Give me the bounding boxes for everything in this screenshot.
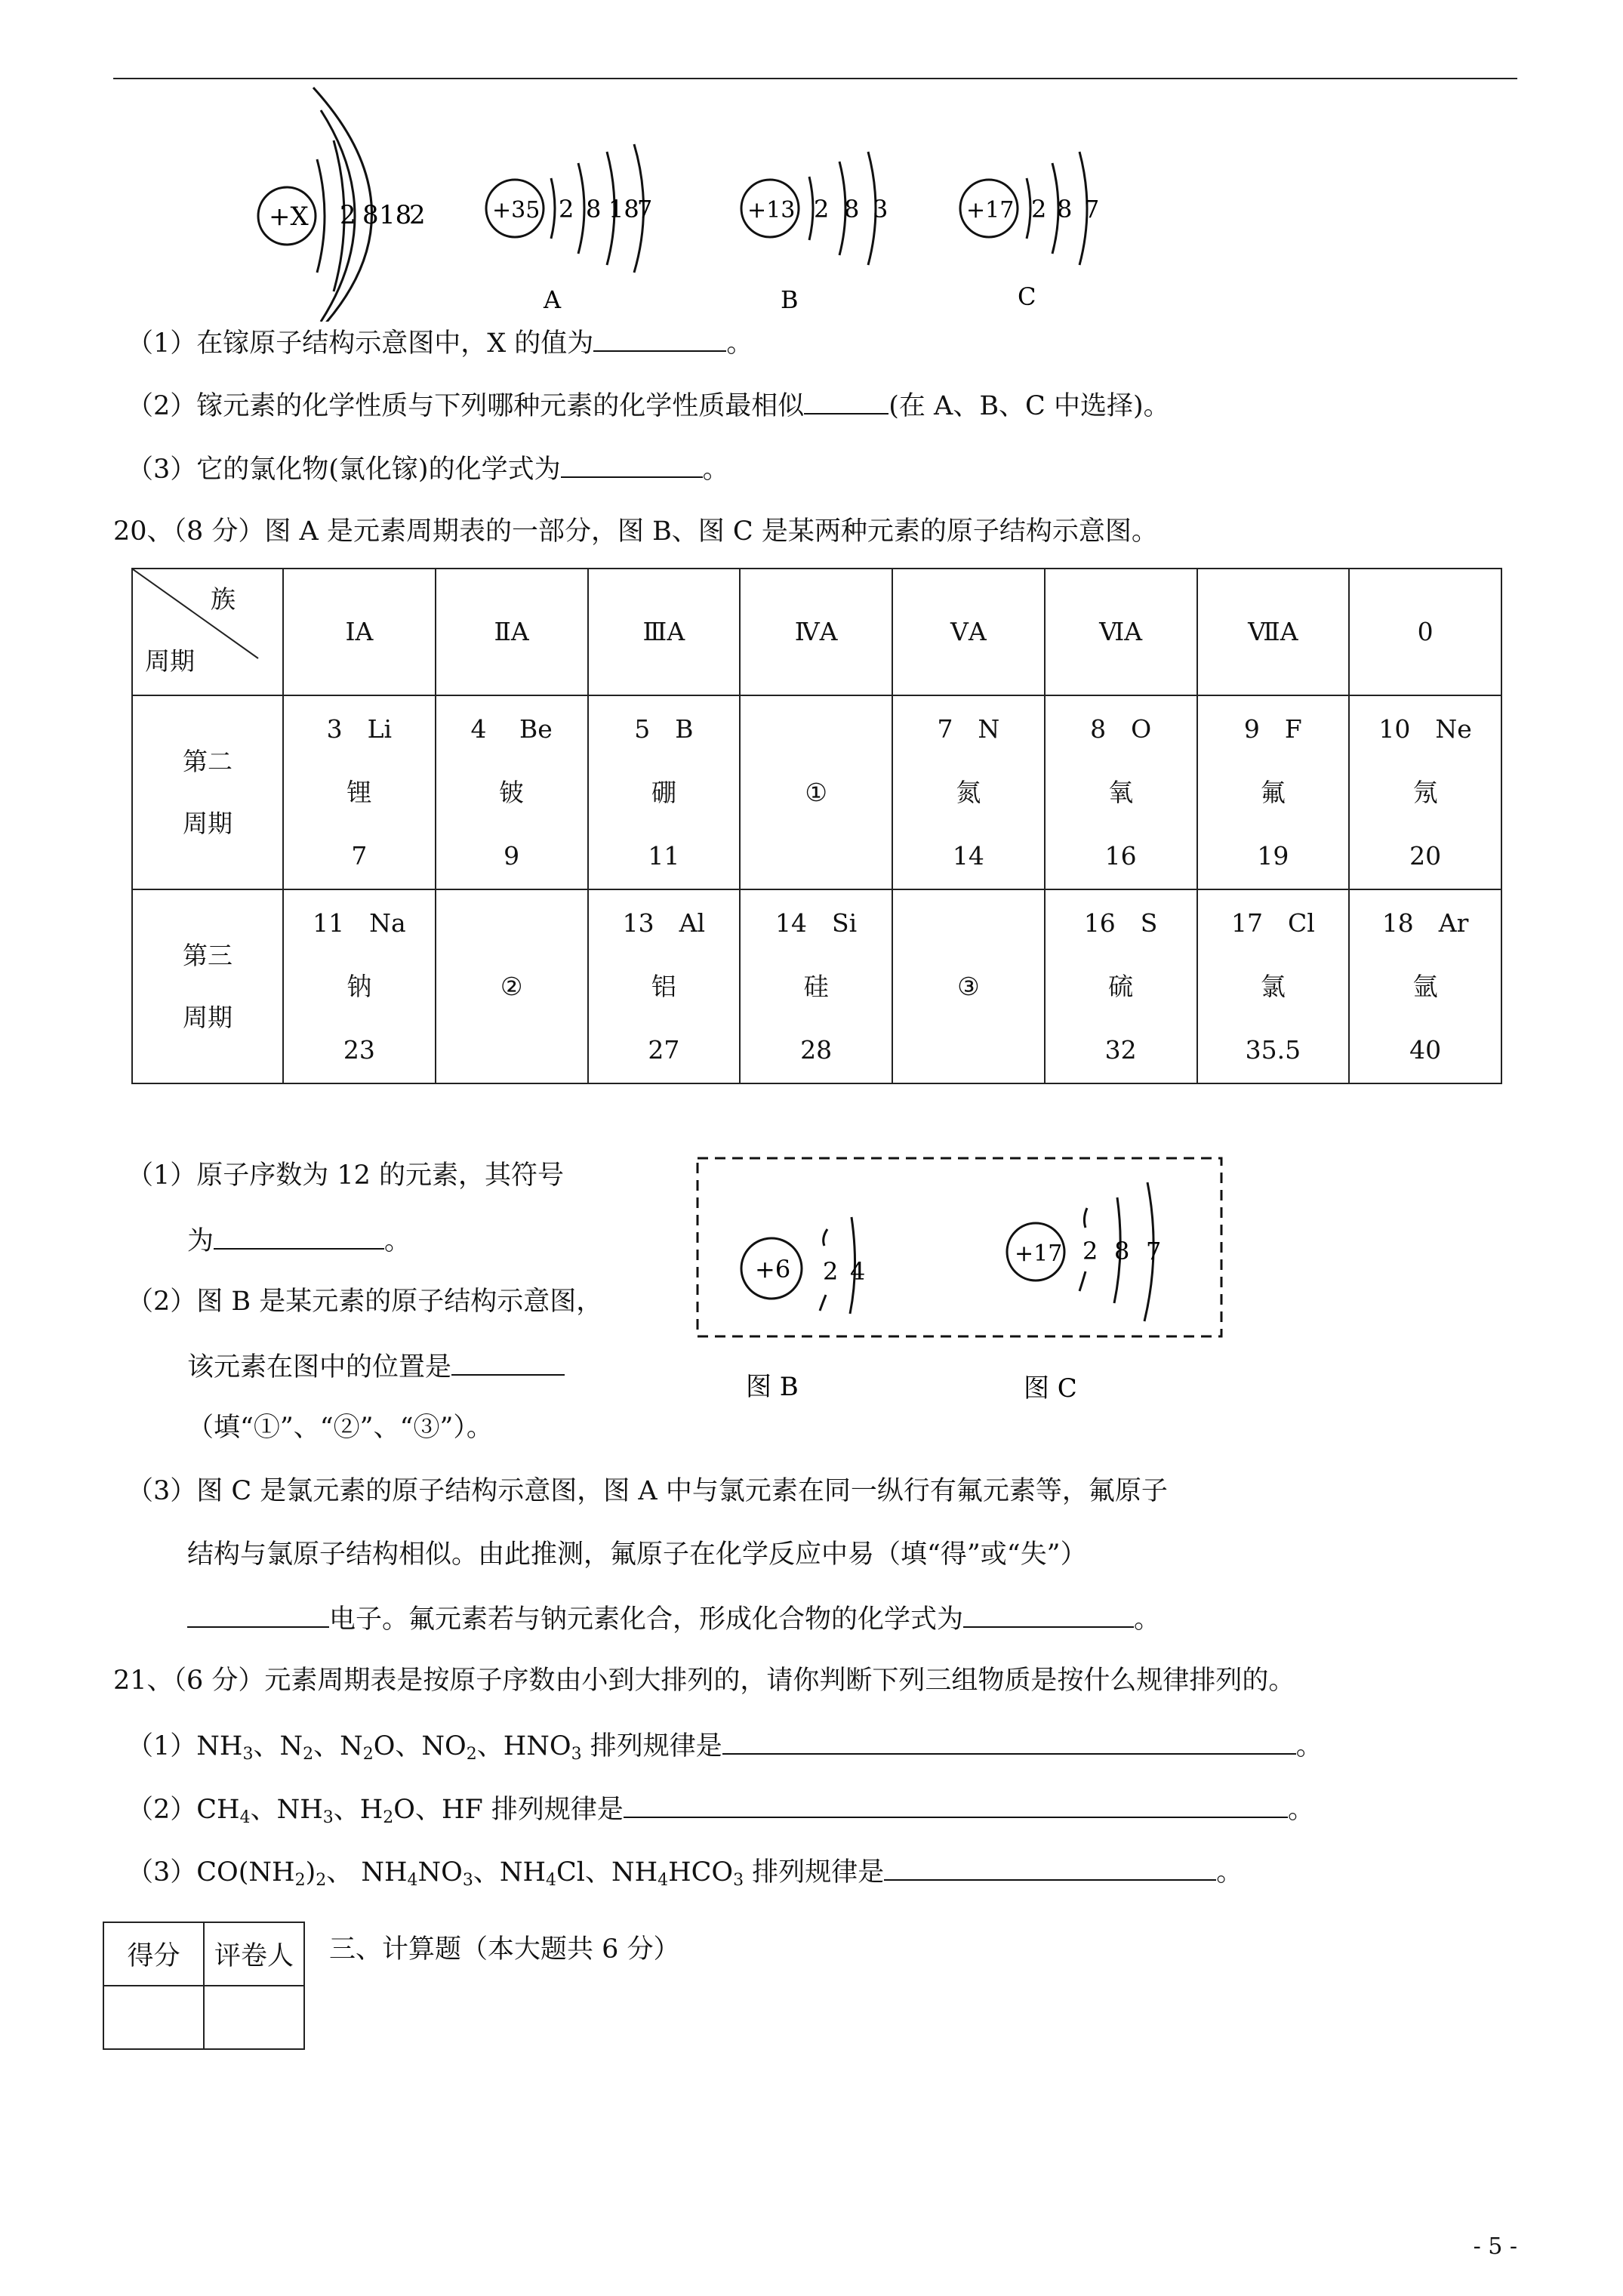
element-cell: 16 S 硫 32 <box>1045 889 1197 1083</box>
svg-text:7: 7 <box>637 195 653 223</box>
q20-part2-line3: （填“①”、“②”、“③”）。 <box>187 1413 493 1443</box>
score-box <box>103 1922 305 2050</box>
group-header: ⅠA <box>283 569 436 695</box>
period-2-label: 第二 周期 <box>132 695 283 889</box>
grader-entry[interactable] <box>204 1986 304 2049</box>
q20-intro: 20、（8 分）图 A 是元素周期表的一部分，图 B、图 C 是某两种元素的原子结构示意图。 <box>113 516 1158 547</box>
atom-b-nucleus: +13 <box>747 197 796 223</box>
atom-c-nucleus: +17 <box>966 197 1015 223</box>
q19-answer-blank-2[interactable] <box>804 387 888 415</box>
figure-c-nucleus: +17 <box>1015 1240 1063 1267</box>
grader-label: 评卷人 <box>204 1922 304 1986</box>
q21-answer-blank-1[interactable] <box>722 1727 1296 1755</box>
element-cell-blank-1: ① <box>740 695 892 889</box>
q20-answer-blank-2[interactable] <box>451 1348 565 1376</box>
group-header: ⅦA <box>1197 569 1350 695</box>
element-cell: 8 O 氧 16 <box>1045 695 1197 889</box>
figures-b-c <box>694 1155 1232 1404</box>
element-cell: 3 Li 锂 7 <box>283 695 436 889</box>
q19-answer-blank-1[interactable] <box>593 325 726 352</box>
element-cell: 9 F 氟 19 <box>1197 695 1350 889</box>
svg-text:7: 7 <box>1084 195 1100 223</box>
corner-period-label: 周期 <box>145 646 195 676</box>
group-header: ⅥA <box>1045 569 1197 695</box>
element-cell-blank-3: ③ <box>892 889 1045 1083</box>
svg-text:8: 8 <box>1114 1237 1130 1265</box>
element-cell-blank-2: ② <box>436 889 588 1083</box>
atom-a-nucleus: +35 <box>492 197 540 223</box>
atom-b-label: B <box>781 285 799 314</box>
q21-part1: $(1)NH_3$、$N_2$、$N_2O$、$NO_2$、$HNO_3$ 排列规律是 。 <box>127 1727 1323 1771</box>
period-3-label: 第三 周期 <box>132 889 283 1083</box>
page-number: - 5 - <box>1473 2233 1517 2260</box>
q20-part1-line1: （1）原子序数为 12 的元素，其符号 <box>127 1160 565 1191</box>
q20-part1-line2: 为 。 <box>187 1222 411 1258</box>
svg-text:3: 3 <box>873 195 888 223</box>
q20-part2-line1: （2）图 B 是某元素的原子结构示意图， <box>127 1287 603 1317</box>
element-cell: 17 Cl 氯 35.5 <box>1197 889 1350 1083</box>
figure-c-caption: 图 C <box>1024 1373 1077 1404</box>
q21-part3: $(3)CO(NH_2)_2$、 $NH_4NO_3$、$NH_4Cl$、$NH_4HCO_3$ 排列规律是 。 <box>127 1854 1243 1897</box>
q21-part2: $(2)CH_4$、$NH_3$、$H_2O$、HF 排列规律是 。 <box>127 1791 1314 1835</box>
element-cell: 14 Si 硅 28 <box>740 889 892 1083</box>
atom-a-label: A <box>544 285 562 314</box>
periodic-table-figure-a <box>131 568 1502 1084</box>
group-header: ⅣA <box>740 569 892 695</box>
element-cell: 7 N 氮 14 <box>892 695 1045 889</box>
q20-part3-line3: 电子。氟元素若与钠元素化合，形成化合物的化学式为 。 <box>187 1601 1160 1636</box>
element-cell: 13 Al 铝 27 <box>588 889 741 1083</box>
group-header: ⅤA <box>892 569 1045 695</box>
group-header: ⅡA <box>436 569 588 695</box>
score-label: 得分 <box>103 1922 204 1986</box>
q21-answer-blank-2[interactable] <box>624 1791 1288 1818</box>
group-header: ⅢA <box>588 569 741 695</box>
group-header: 0 <box>1349 569 1501 695</box>
element-cell: 10 Ne 氖 20 <box>1349 695 1501 889</box>
q20-answer-blank-1[interactable] <box>214 1222 384 1250</box>
element-cell: 11 Na 钠 23 <box>283 889 436 1083</box>
gallium-shell-2: 8 <box>362 200 379 230</box>
svg-text:4: 4 <box>850 1257 866 1286</box>
q19-part3: （3）它的氯化物(氯化镓)的化学式为 。 <box>127 451 729 486</box>
q20-answer-blank-4[interactable] <box>963 1601 1134 1628</box>
element-cell: 18 Ar 氩 40 <box>1349 889 1501 1083</box>
figure-b-caption: 图 B <box>746 1372 799 1402</box>
q21-intro: 21、（6 分）元素周期表是按原子序数由小到大排列的，请你判断下列三组物质是按什么规律排列的。 <box>113 1666 1295 1696</box>
svg-text:2: 2 <box>814 195 830 223</box>
svg-text:2: 2 <box>1083 1237 1098 1265</box>
gallium-shell-4: 2 <box>409 200 426 230</box>
gallium-shell-1: 2 <box>340 200 356 230</box>
svg-text:8: 8 <box>1057 195 1073 223</box>
atom-c-label: C <box>1018 282 1036 311</box>
q19-part2: （2）镓元素的化学性质与下列哪种元素的化学性质最相似 (在 A、B、C 中选择)。 <box>127 387 1170 423</box>
q20-answer-blank-3[interactable] <box>187 1601 329 1628</box>
element-cell: 4 Be 铍 9 <box>436 695 588 889</box>
svg-text:2: 2 <box>1031 195 1047 223</box>
figure-b-nucleus: +6 <box>755 1255 791 1284</box>
corner-group-label: 族 <box>211 584 236 614</box>
svg-text:7: 7 <box>1146 1237 1162 1265</box>
svg-text:2: 2 <box>559 195 574 223</box>
q20-part3-line1: （3）图 C 是氯元素的原子结构示意图，图 A 中与氯元素在同一纵行有氟元素等，氟原子 <box>127 1476 1168 1506</box>
q19-answer-blank-3[interactable] <box>561 451 703 478</box>
svg-text:18: 18 <box>608 195 639 223</box>
q20-part3-line2: 结构与氯原子结构相似。由此推测，氟原子在化学反应中易（填“得”或“失”） <box>187 1539 1087 1570</box>
dashed-frame <box>698 1158 1221 1336</box>
table-corner-cell <box>132 569 283 695</box>
score-entry[interactable] <box>103 1986 204 2049</box>
q20-part2-line2: 该元素在图中的位置是 <box>187 1348 565 1384</box>
atom-diagrams-top <box>249 80 1140 322</box>
gallium-nucleus: +X <box>269 202 309 232</box>
q19-part1: （1）在镓原子结构示意图中，X 的值为 。 <box>127 325 753 360</box>
svg-text:8: 8 <box>844 195 860 223</box>
element-cell: 5 B 硼 11 <box>588 695 741 889</box>
gallium-shell-3: 18 <box>379 200 412 230</box>
svg-text:2: 2 <box>823 1257 839 1286</box>
svg-text:8: 8 <box>586 195 602 223</box>
header-rule <box>113 78 1517 79</box>
section3-title: 三、计算题（本大题共 6 分） <box>329 1934 680 1965</box>
q21-answer-blank-3[interactable] <box>884 1854 1216 1881</box>
